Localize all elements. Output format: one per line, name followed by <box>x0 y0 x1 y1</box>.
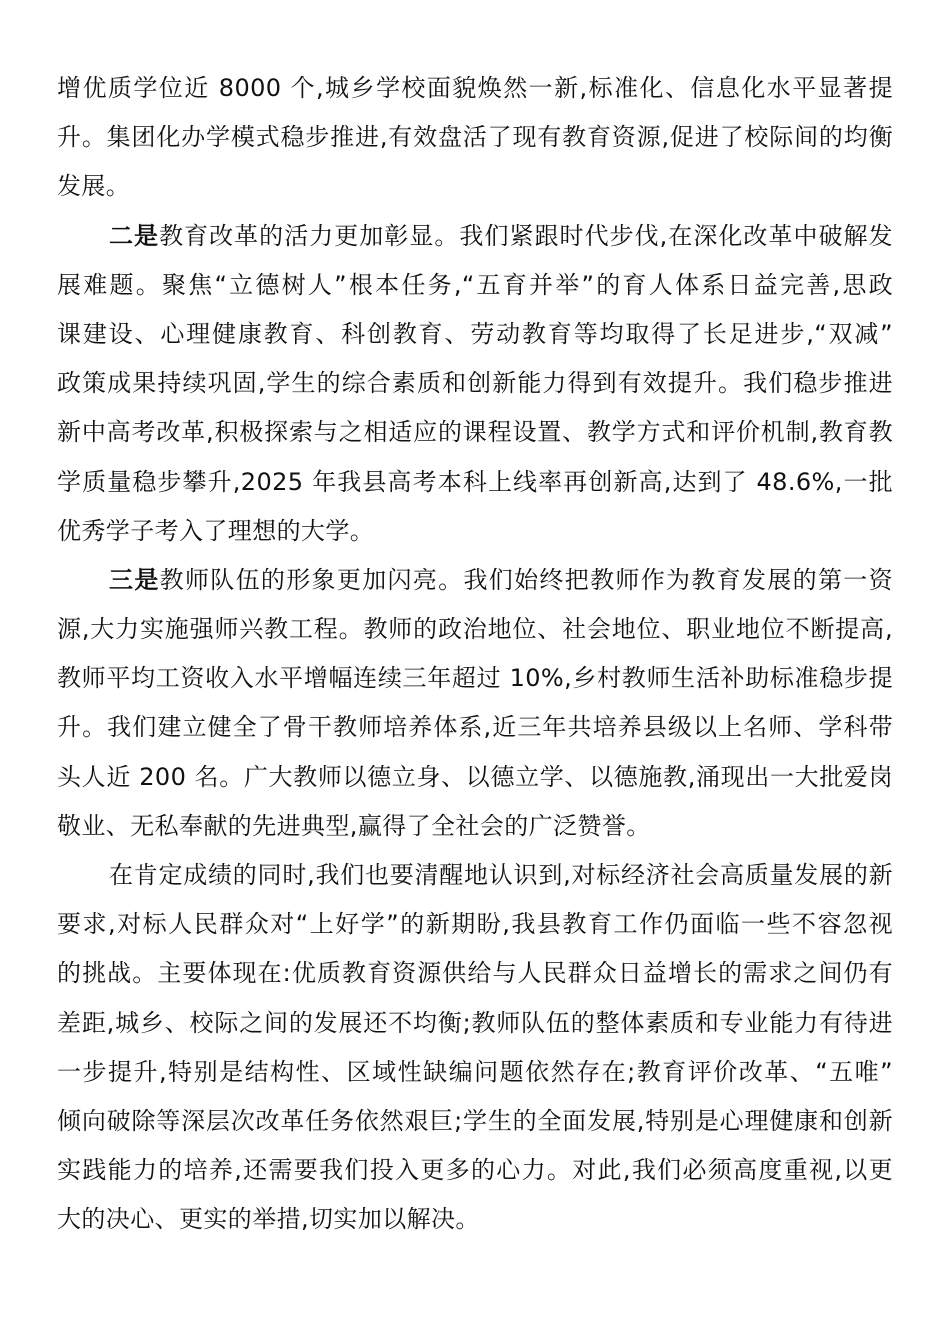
text-line: 增优质学位近 8000 个,城乡学校面貌焕然一新,标准化、信息化水平显著提 <box>57 74 893 102</box>
text-span: 教育改革的活力更加彰显。我们紧跟时代步伐,在深化改革中破解发 <box>159 221 893 250</box>
paragraph-lead-bold: 三是 <box>109 565 160 594</box>
text-line: 升。集团化办学模式稳步推进,有效盘活了现有教育资源,促进了校际间的均衡 <box>57 123 893 152</box>
paragraph-teacher-team <box>57 556 897 851</box>
text-line <box>57 556 893 605</box>
document-page <box>57 64 897 1245</box>
text-line: 新中高考改革,积极探索与之相适应的课程设置、教学方式和评价机制,教育教 <box>57 418 893 447</box>
text-line: 学质量稳步攀升,2025 年我县高考本科上线率再创新高,达到了 48.6%,一批 <box>57 467 893 496</box>
text-line: 展难题。聚焦“立德树人”根本任务,“五育并举”的育人体系日益完善,思政 <box>57 270 893 299</box>
paragraph-education-reform <box>57 212 897 556</box>
text-line: 课建设、心理健康教育、科创教育、劳动教育等均取得了长足进步,“双减” <box>57 319 893 348</box>
text-line: 差距,城乡、校际之间的发展还不均衡;教师队伍的整体素质和专业能力有待进 <box>57 1008 893 1037</box>
text-line: 要求,对标人民群众对“上好学”的新期盼,我县教育工作仍面临一些不容忽视 <box>57 910 893 939</box>
paragraph-challenges <box>57 851 897 1245</box>
text-line: 的挑战。主要体现在:优质教育资源供给与人民群众日益增长的需求之间仍有 <box>57 959 893 988</box>
text-line: 大的决心、更实的举措,切实加以解决。 <box>57 1205 480 1234</box>
text-line: 教师平均工资收入水平增幅连续三年超过 10%,乡村教师生活补助标准稳步提 <box>57 664 893 693</box>
text-line: 倾向破除等深层次改革任务依然艰巨;学生的全面发展,特别是心理健康和创新 <box>57 1106 893 1135</box>
text-line: 政策成果持续巩固,学生的综合素质和创新能力得到有效提升。我们稳步推进 <box>57 369 893 398</box>
text-line: 敬业、无私奉献的先进典型,赢得了全社会的广泛赞誉。 <box>57 811 651 840</box>
text-line: 在肯定成绩的同时,我们也要清醒地认识到,对标经济社会高质量发展的新 <box>109 861 893 889</box>
paragraph-lead-bold: 二是 <box>109 221 160 250</box>
text-span: 教师队伍的形象更加闪亮。我们始终把教师作为教育发展的第一资 <box>159 565 893 594</box>
text-line <box>57 212 893 261</box>
text-line: 升。我们建立健全了骨干教师培养体系,近三年共培养县级以上名师、学科带 <box>57 713 893 742</box>
text-line: 优秀学子考入了理想的大学。 <box>57 516 375 545</box>
text-line: 实践能力的培养,还需要我们投入更多的心力。对此,我们必须高度重视,以更 <box>57 1156 893 1185</box>
text-line: 头人近 200 名。广大教师以德立身、以德立学、以德施教,涌现出一大批爱岗 <box>57 762 893 791</box>
text-line: 源,大力实施强师兴教工程。教师的政治地位、社会地位、职业地位不断提高, <box>57 615 893 644</box>
text-line: 一步提升,特别是结构性、区域性缺编问题依然存在;教育评价改革、“五唯” <box>57 1057 893 1086</box>
text-line: 发展。 <box>57 172 131 201</box>
paragraph-continuation <box>57 64 897 212</box>
